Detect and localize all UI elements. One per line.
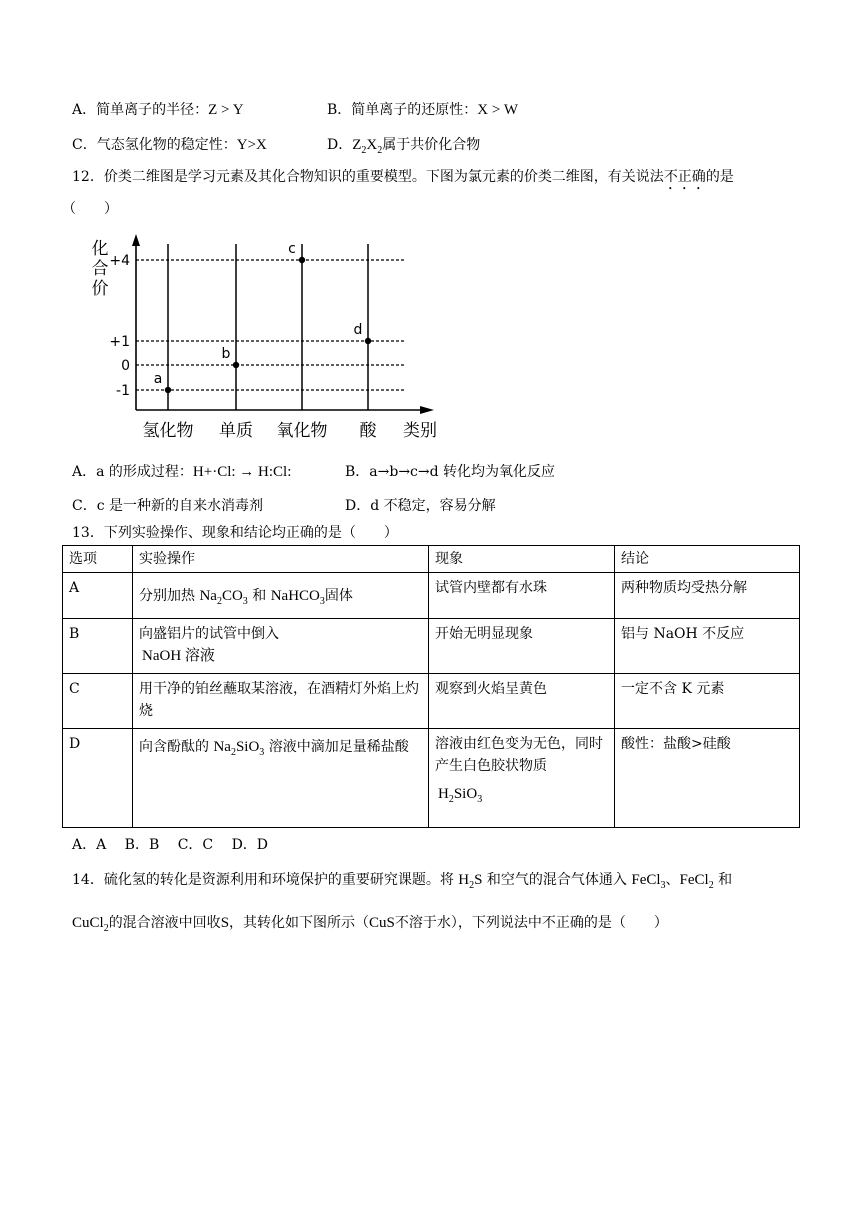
x-axis-arrow xyxy=(420,406,434,414)
q13-answers: A．A B．B C．C D．D xyxy=(72,837,269,853)
data-point xyxy=(299,257,305,263)
y-tick-label: 0 xyxy=(121,358,130,374)
row-conclusion: 酸性：盐酸>硅酸 xyxy=(615,729,800,828)
row-phenomenon xyxy=(429,729,615,828)
row-phenomenon: 开始无明显现象 xyxy=(429,619,615,674)
row-conclusion: 铝与 NaOH 不反应 xyxy=(615,619,800,674)
q13-stem: 13．下列实验操作、现象和结论均正确的是（ ） xyxy=(72,525,398,541)
q11-d-label: D． xyxy=(327,137,353,153)
chart-axes xyxy=(132,234,434,414)
q14-text: ，其转化如下图所示（ xyxy=(229,915,370,931)
row-option: A xyxy=(63,573,133,619)
chart-marks xyxy=(165,257,371,393)
q11-b-label: B．简单离子的还原性： xyxy=(327,102,478,118)
q12-stem-prefix: 12．价类二维图是学习元素及其化合物知识的重要模型。下图为氯元素的价类二维图，有关说法 xyxy=(72,169,664,185)
y-tick-label: +4 xyxy=(109,253,130,269)
q11-d-formula: $Z_2X_2$ xyxy=(352,137,383,156)
q12-a-formula: H+·Cl: → H:Cl: xyxy=(192,464,292,480)
x-axis-label: 类别 xyxy=(403,421,437,441)
row-phenomenon: 试管内壁都有水珠 xyxy=(429,573,615,619)
row-operation xyxy=(133,729,429,828)
q14-text: 的混合溶液中回收 xyxy=(108,915,221,931)
data-point xyxy=(365,338,371,344)
q12-option-d: D．d 不稳定，容易分解 xyxy=(345,498,496,514)
point-label: d xyxy=(353,322,363,338)
q11-option-c xyxy=(72,134,267,154)
q11-option-b xyxy=(327,99,518,119)
q14-text: 和 xyxy=(713,872,733,888)
q11-c-label: C．气态氢化物的稳定性： xyxy=(72,137,237,153)
formula-h2s: $H_2S$ xyxy=(458,872,483,891)
formula-nahco3: NaHCO$_3$ xyxy=(270,588,325,607)
point-label: c xyxy=(288,241,296,257)
header-operation: 实验操作 xyxy=(133,546,429,573)
formula-cus: CuS xyxy=(369,915,395,931)
x-category-label: 氢化物 xyxy=(142,421,194,441)
op-text: 固体 xyxy=(324,588,353,604)
formula-fecl3: FeCl$_3$ xyxy=(631,872,666,891)
q12-stem-emphasis: 不正确 xyxy=(663,169,706,185)
op-text: 和 xyxy=(247,588,271,604)
header-phenomenon: 现象 xyxy=(429,546,615,573)
y-axis-label: 合 xyxy=(91,259,109,279)
table-row xyxy=(63,674,800,729)
q12-option-a xyxy=(72,461,291,481)
q12-stem xyxy=(72,166,734,193)
q12-option-c: C．c 是一种新的自来水消毒剂 xyxy=(72,498,264,514)
phen-text: 溶液由红色变为无色，同时产生白色胶状物质 xyxy=(435,736,603,774)
q11-option-d xyxy=(327,134,480,156)
header-conclusion: 结论 xyxy=(615,546,800,573)
q14-text: 14．硫化氢的转化是资源利用和环境保护的重要研究课题。将 xyxy=(72,872,459,888)
x-category-label: 酸 xyxy=(359,421,377,441)
q14-text: 不溶于水），下列说法中不正确的是（ ） xyxy=(394,915,668,931)
row-option: D xyxy=(63,729,133,828)
q11-d-suffix: 属于共价化合物 xyxy=(382,137,481,153)
op-text: 分别加热 xyxy=(139,588,200,604)
table-row xyxy=(63,619,800,674)
row-operation: 用干净的铂丝蘸取某溶液，在酒精灯外焰上灼烧 xyxy=(133,674,429,729)
op-text: 向含酚酞的 xyxy=(139,739,214,755)
x-category-label: 氧化物 xyxy=(276,421,328,441)
row-operation xyxy=(133,573,429,619)
q11-option-a xyxy=(72,99,244,119)
formula-cucl2: CuCl$_2$ xyxy=(72,915,109,934)
row-option: B xyxy=(63,619,133,674)
q11-b-formula: X > W xyxy=(477,102,518,118)
row-operation xyxy=(133,619,429,674)
q11-a-label: A．简单离子的半径： xyxy=(72,102,209,118)
q12-a-label: A．a 的形成过程： xyxy=(72,464,193,480)
op-text: 溶液中滴加足量稀盐酸 xyxy=(264,739,409,755)
x-category-label: 单质 xyxy=(219,421,253,441)
formula-na2sio3: $Na_2SiO_3$ xyxy=(213,739,265,758)
y-tick-label: -1 xyxy=(116,383,130,399)
valence-class-chart xyxy=(84,232,444,444)
q11-c-formula: Y>X xyxy=(236,137,267,153)
row-option: C xyxy=(63,674,133,729)
y-tick-label: +1 xyxy=(109,334,130,350)
row-phenomenon: 观察到火焰呈黄色 xyxy=(429,674,615,729)
row-conclusion: 两种物质均受热分解 xyxy=(615,573,800,619)
point-label: b xyxy=(221,346,231,362)
data-point xyxy=(165,387,171,393)
formula-fecl2: FeCl$_2$ xyxy=(679,872,714,891)
y-axis-arrow xyxy=(132,234,140,246)
op-line-1: 向盛铝片的试管中倒入 xyxy=(139,626,279,642)
op-line-2: NaOH 溶液 xyxy=(142,648,215,664)
table-row xyxy=(63,729,800,828)
q11-a-formula: Z > Y xyxy=(208,102,244,118)
q14-text: 、 xyxy=(665,872,680,888)
point-label: a xyxy=(153,371,163,387)
y-axis-label: 化 xyxy=(91,239,109,259)
header-option: 选项 xyxy=(63,546,133,573)
formula-h2sio3: $H_2SiO_3$ xyxy=(438,786,483,805)
data-point xyxy=(233,362,239,368)
q13-table xyxy=(62,545,800,828)
table-header-row xyxy=(63,546,800,573)
q14-line-1 xyxy=(72,869,732,891)
formula-s: S xyxy=(220,915,230,931)
q14-text: 和空气的混合气体通入 xyxy=(482,872,632,888)
table-row xyxy=(63,573,800,619)
q14-line-2 xyxy=(72,912,668,934)
chart-grid xyxy=(136,244,404,410)
formula-na2co3: $Na_2CO_3$ xyxy=(199,588,248,607)
q12-paren: （ ） xyxy=(62,201,118,217)
q12-option-b: B．a→b→c→d 转化均为氧化反应 xyxy=(345,464,556,480)
row-conclusion: 一定不含 K 元素 xyxy=(615,674,800,729)
y-axis-label: 价 xyxy=(91,279,109,299)
q12-stem-suffix: 的是 xyxy=(705,169,734,185)
